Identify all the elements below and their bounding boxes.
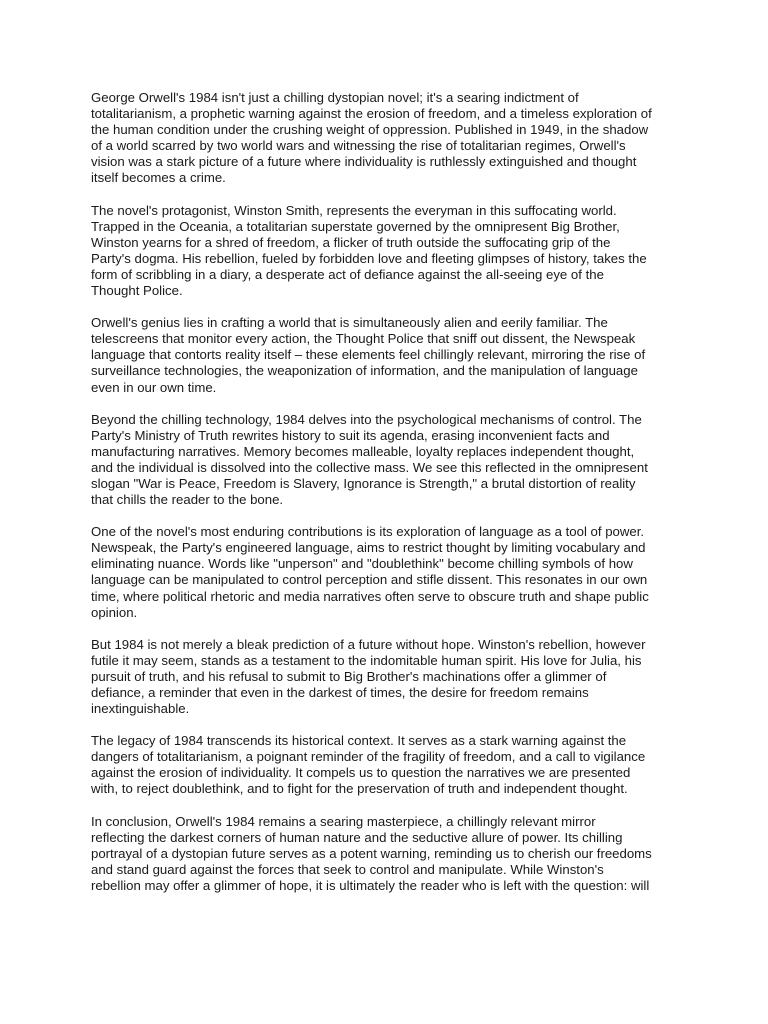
paragraph-6: But 1984 is not merely a bleak prediction of a future without hope. Winston's rebellion, however futile it may seem, stands as a testament to the indomitable human spirit. His love for Julia, his pursuit of truth, and his refusal to submit to Big Brother's machinations offer a glimmer of defiance, a reminder that even in the darkest of times, the desire for freedom remains inextinguishable. <box>91 636 646 717</box>
paragraph-3: Orwell's genius lies in crafting a world that is simultaneously alien and eerily familiar. The telescreens that monitor every action, the Thought Police that sniff out dissent, the Newspeak language that contorts reality itself – these elements feel chillingly relevant, mirroring the rise of surveillance technologies, the weaponization of information, and the manipulation of language even in our own time. <box>91 315 646 395</box>
document-body <box>91 90 691 910</box>
paragraph-8: In conclusion, Orwell's 1984 remains a searing masterpiece, a chillingly relevant mirror reflecting the darkest corners of human nature and the seductive allure of power. Its chilling portrayal of a dystopian future serves as a potent warning, reminding us to cherish our freedoms and stand guard against the forces that seek to control and manipulate. While Winston's rebellion may offer a glimmer of hope, it is ultimately the reader who is left with the question: will <box>91 813 652 893</box>
paragraph-7: The legacy of 1984 transcends its historical context. It serves as a stark warning against the dangers of totalitarianism, a poignant reminder of the fragility of freedom, and a call to vigilance against the erosion of individuality. It compels us to question the narratives we are presented with, to reject doublethink, and to fight for the preservation of truth and independent thought. <box>91 733 646 797</box>
paragraph-1: George Orwell's 1984 isn't just a chilling dystopian novel; it's a searing indictment of totalitarianism, a prophetic warning against the erosion of freedom, and a timeless exploration of the human condition under the crushing weight of oppression. Published in 1949, in the shadow of a world scarred by two world wars and witnessing the rise of totalitarian regimes, Orwell's vision was a stark picture of a future where individuality is ruthlessly extinguished and thought itself becomes a crime. <box>91 90 652 186</box>
paragraph-5: One of the novel's most enduring contributions is its exploration of language as a tool of power. Newspeak, the Party's engineered language, aims to restrict thought by limiting vocabulary and eliminating nuance. Words like "unperson" and "doublethink" become chilling symbols of how language can be manipulated to control perception and stifle dissent. This resonates in our own time, where political rhetoric and media narratives often serve to obscure truth and shape public opinion. <box>91 524 649 620</box>
paragraph-2: The novel's protagonist, Winston Smith, represents the everyman in this suffocating world. Trapped in the Oceania, a totalitarian superstate governed by the omnipresent Big Brother, Winston yearns for a shred of freedom, a flicker of truth outside the suffocating grip of the Party's dogma. His rebellion, fueled by forbidden love and fleeting glimpses of history, takes the form of scribbling in a diary, a desperate act of defiance against the all-seeing eye of the Thought Police. <box>91 202 647 299</box>
paragraph-4: Beyond the chilling technology, 1984 delves into the psychological mechanisms of control. The Party's Ministry of Truth rewrites history to suit its agenda, erasing inconvenient facts and manufacturing narratives. Memory becomes malleable, loyalty replaces independent thought, and the individual is dissolved into the collective mass. We see this reflected in the omnipresent slogan "War is Peace, Freedom is Slavery, Ignorance is Strength," a brutal distortion of reality that chills the reader to the bone. <box>91 411 648 508</box>
